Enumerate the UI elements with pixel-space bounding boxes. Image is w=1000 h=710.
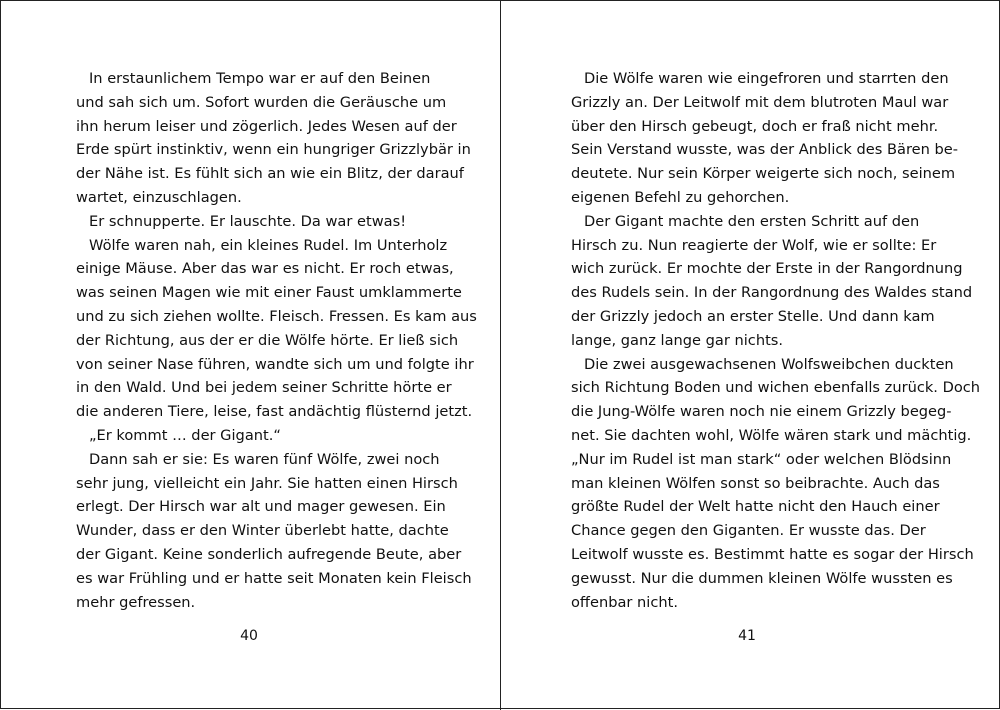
text-line: Die Wölfe waren wie eingefroren und starrten den <box>584 70 949 87</box>
text-line: offenbar nicht. <box>571 593 678 611</box>
text-line: Dann sah er sie: Es waren fünf Wölfe, zwei noch <box>89 450 440 468</box>
text-line: Der Gigant machte den ersten Schritt auf den <box>584 212 920 230</box>
text-line: Leitwolf wusste es. Bestimmt hatte es sogar der Hirsch <box>571 545 974 563</box>
text-line: wich zurück. Er mochte der Erste in der Rangordnung <box>571 260 963 278</box>
left-page-number: 40 <box>240 628 258 644</box>
right-page-number: 41 <box>738 628 756 644</box>
text-line: „Er kommt … der Gigant.“ <box>89 426 281 444</box>
text-line: des Rudels sein. In der Rangordnung des Waldes stand <box>571 284 973 302</box>
right-page-body <box>571 67 991 614</box>
text-line: Grizzly an. Der Leitwolf mit dem blutroten Maul war <box>571 93 949 111</box>
text-line: erlegt. Der Hirsch war alt und mager gewesen. Ein <box>76 498 446 516</box>
text-line: es war Frühling und er hatte seit Monaten kein Fleisch <box>76 569 472 587</box>
left-page-body <box>76 67 496 614</box>
text-line: der Gigant. Keine sonderlich aufregende Beute, aber <box>76 545 462 563</box>
text-line: net. Sie dachten wohl, Wölfe wären stark und mächtig. <box>571 426 972 444</box>
text-line: der Richtung, aus der er die Wölfe hörte. Er ließ sich <box>76 331 459 349</box>
text-line: Die zwei ausgewachsenen Wolfsweibchen duckten <box>584 355 954 373</box>
text-line: von seiner Nase führen, wandte sich um und folgte ihr <box>76 355 474 373</box>
text-line: deutete. Nur sein Körper weigerte sich noch, seinem <box>571 165 956 183</box>
text-line: Hirsch zu. Nun reagierte der Wolf, wie er sollte: Er <box>571 236 937 254</box>
text-line: und sah sich um. Sofort wurden die Geräusche um <box>76 93 447 111</box>
text-line: Wölfe waren nah, ein kleines Rudel. Im Unterholz <box>89 236 448 254</box>
text-line: lange, ganz lange gar nichts. <box>571 331 784 349</box>
text-line: die Jung-Wölfe waren noch nie einem Grizzly begeg- <box>571 403 952 421</box>
text-line: mehr gefressen. <box>76 593 196 611</box>
page-gutter <box>500 1 501 710</box>
text-line: Er schnupperte. Er lauschte. Da war etwas! <box>89 212 407 230</box>
text-line: Erde spürt instinktiv, wenn ein hungriger Grizzlybär in <box>76 141 471 159</box>
text-line: sich Richtung Boden und wichen ebenfalls zurück. Doch <box>571 379 981 397</box>
text-line: die anderen Tiere, leise, fast andächtig flüsternd jetzt. <box>76 403 473 421</box>
text-line: In erstaunlichem Tempo war er auf den Beinen <box>89 70 431 87</box>
text-line: größte Rudel der Welt hatte nicht den Hauch einer <box>571 498 940 516</box>
text-line: einige Mäuse. Aber das war es nicht. Er roch etwas, <box>76 260 454 278</box>
text-line: „Nur im Rudel ist man stark“ oder welchen Blödsinn <box>571 450 952 468</box>
text-line: der Grizzly jedoch an erster Stelle. Und dann kam <box>571 307 935 325</box>
text-line: Chance gegen den Giganten. Er wusste das. Der <box>571 522 926 540</box>
text-line: Sein Verstand wusste, was der Anblick des Bären be- <box>571 141 959 159</box>
text-line: was seinen Magen wie mit einer Faust umklammerte <box>76 284 462 302</box>
text-line: eigenen Befehl zu gehorchen. <box>571 188 790 206</box>
text-line: Wunder, dass er den Winter überlebt hatte, dachte <box>76 522 449 540</box>
text-line: über den Hirsch gebeugt, doch er fraß nicht mehr. <box>571 117 939 135</box>
text-line: wartet, einzuschlagen. <box>76 188 242 206</box>
text-line: ihn herum leiser und zögerlich. Jedes Wesen auf der <box>76 117 457 135</box>
text-line: und zu sich ziehen wollte. Fleisch. Fressen. Es kam aus <box>76 307 477 325</box>
text-line: in den Wald. Und bei jedem seiner Schritte hörte er <box>76 379 452 397</box>
text-line: sehr jung, vielleicht ein Jahr. Sie hatten einen Hirsch <box>76 474 458 492</box>
text-line: man kleinen Wölfen sonst so beibrachte. Auch das <box>571 474 940 492</box>
text-line: gewusst. Nur die dummen kleinen Wölfe wussten es <box>571 569 953 587</box>
text-line: der Nähe ist. Es fühlt sich an wie ein Blitz, der darauf <box>76 165 464 183</box>
